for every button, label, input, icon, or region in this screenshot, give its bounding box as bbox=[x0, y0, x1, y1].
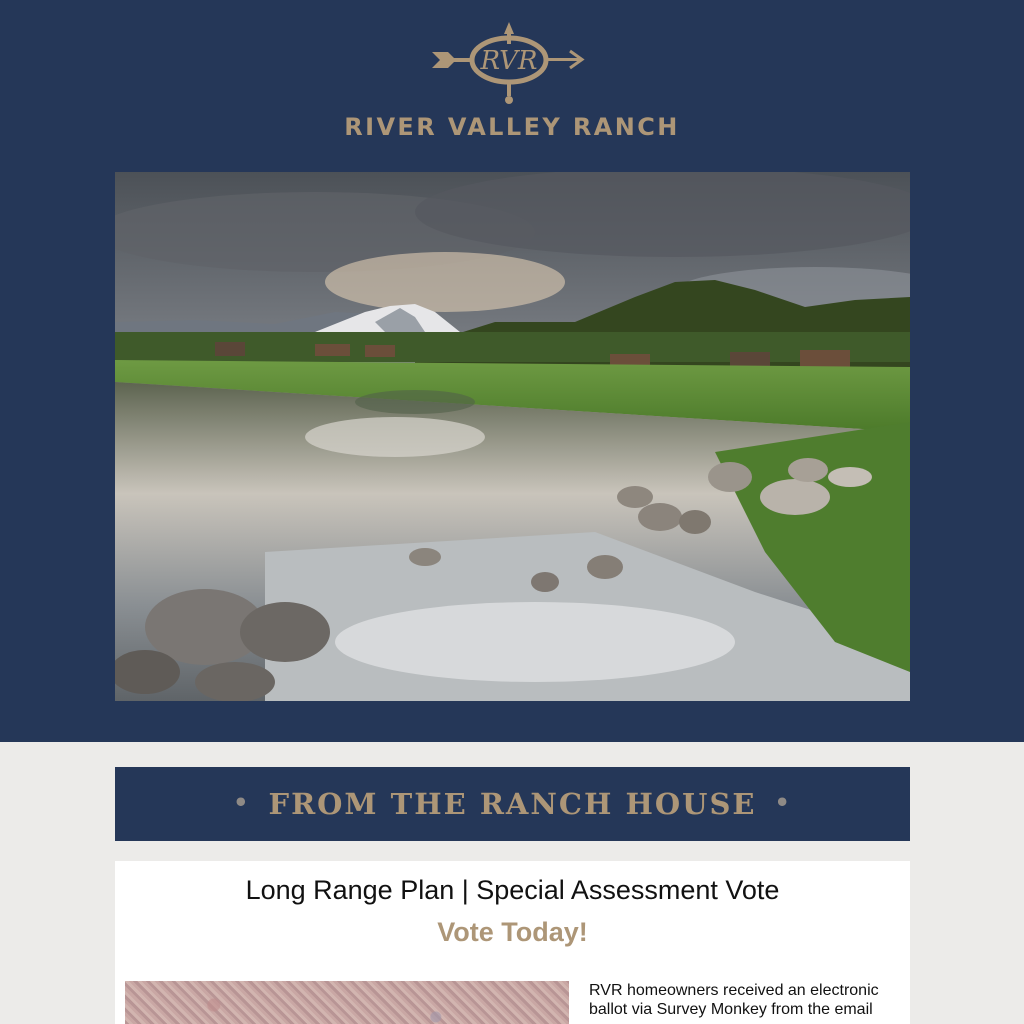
article-image bbox=[125, 981, 569, 1024]
article-card bbox=[115, 861, 910, 1024]
hero-image bbox=[115, 172, 910, 701]
section-banner bbox=[115, 767, 910, 841]
rvr-logo[interactable] bbox=[422, 14, 602, 114]
logo-monogram: RVR bbox=[480, 46, 538, 76]
bullet-right: • bbox=[774, 787, 792, 817]
compass-arrow-icon bbox=[422, 14, 602, 114]
bullet-left: • bbox=[233, 787, 251, 817]
section-title: FROM THE RANCH HOUSE bbox=[268, 787, 757, 821]
article-subtitle: Vote Today! bbox=[437, 917, 588, 947]
article-body: RVR homeowners received an electronic ballot via Survey Monkey from the email bbox=[589, 982, 879, 1018]
brand-name: RIVER VALLEY RANCH bbox=[344, 113, 680, 141]
article-title: Long Range Plan | Special Assessment Vote bbox=[245, 875, 780, 905]
landscape-photo-icon bbox=[115, 172, 910, 701]
